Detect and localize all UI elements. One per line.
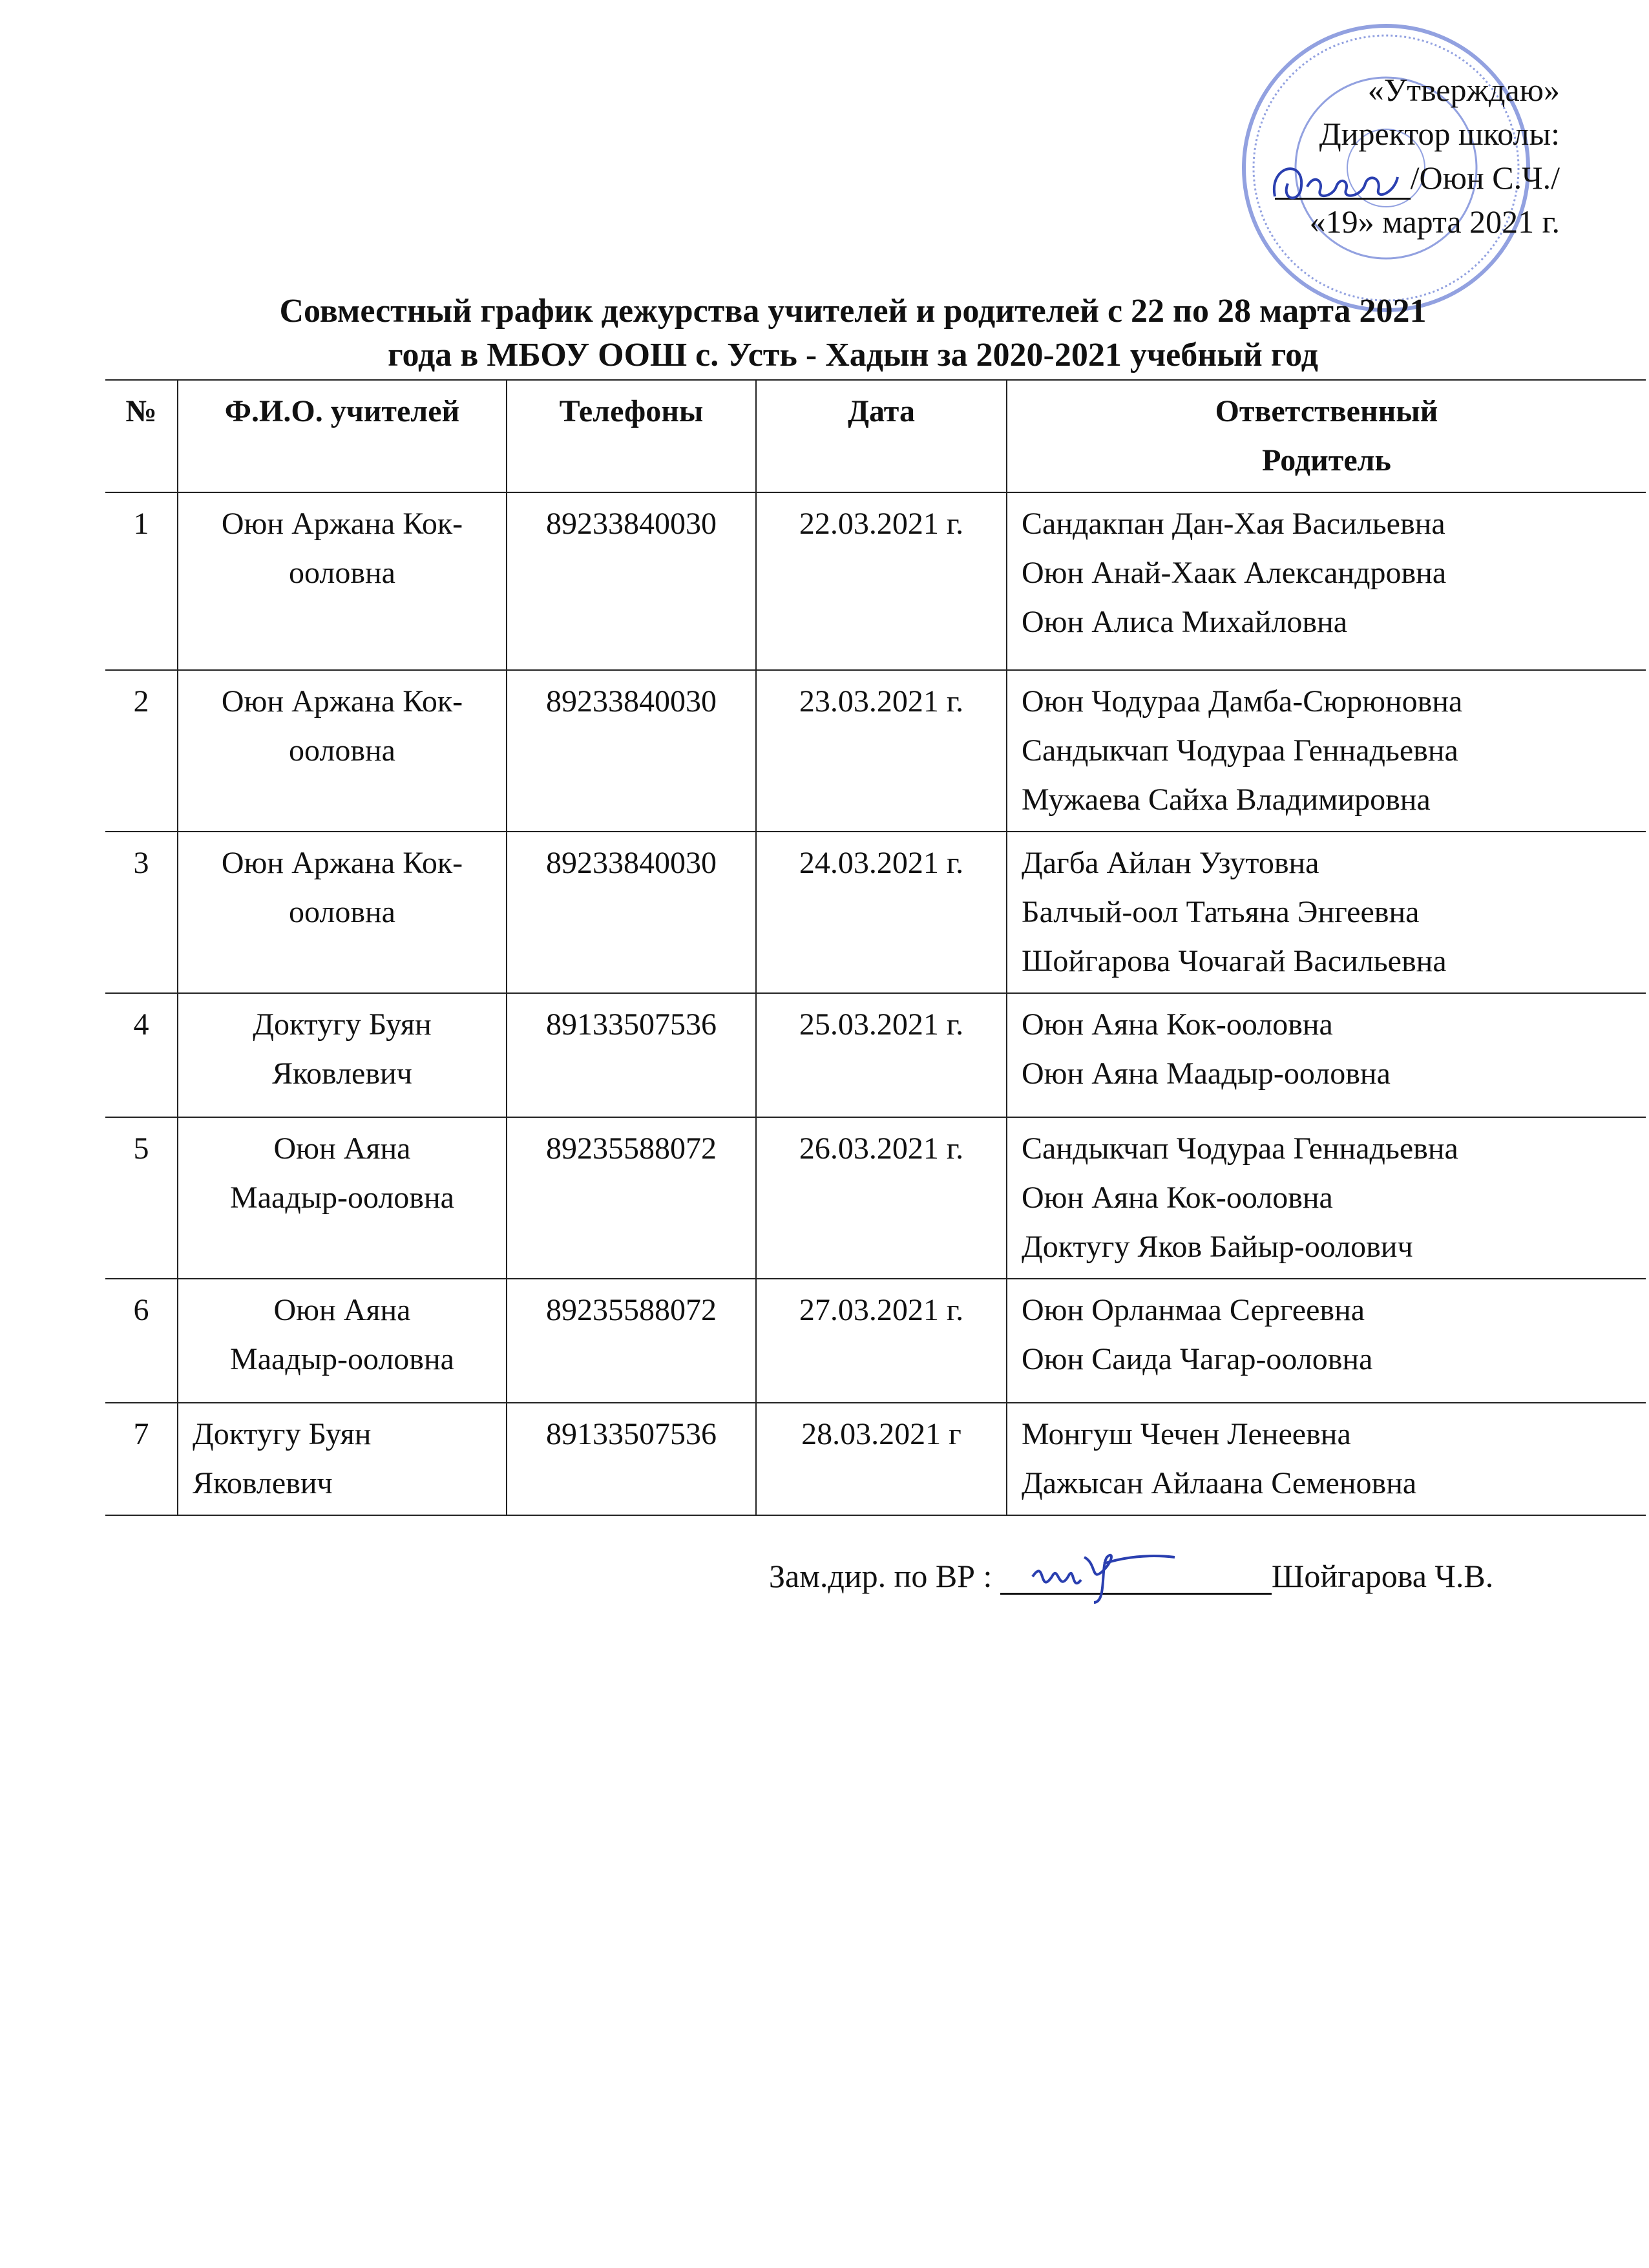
duty-date: 25.03.2021 г. [756,993,1007,1117]
parent-name: Сандыкчап Чодураа Геннадьевна [1022,1131,1458,1166]
responsible-parents [1007,993,1646,1117]
duty-date: 26.03.2021 г. [756,1117,1007,1279]
responsible-parents [1007,492,1646,670]
teacher-phone: 89233840030 [507,492,756,670]
teacher-name-line-2: ооловна [289,895,395,929]
responsible-parents [1007,1279,1646,1403]
table-row [105,670,1646,832]
teacher-name-line-1: Оюн Аяна [273,1131,411,1166]
teacher-name-line-1: Оюн Аржана Кок- [221,684,463,719]
parent-name: Оюн Аяна Маадыр-ооловна [1022,1056,1391,1091]
approval-date: «19» марта 2021 г. [1309,204,1560,240]
teacher-name [178,832,507,993]
teacher-name [178,1117,507,1279]
parent-name: Шойгарова Чочагай Васильевна [1022,944,1447,978]
teacher-name-line-1: Оюн Аржана Кок- [221,507,463,541]
teacher-name-line-1: Оюн Аржана Кок- [221,846,463,880]
approval-block [1275,68,1560,244]
row-number: 2 [105,670,178,832]
parent-name: Дагба Айлан Узутовна [1022,846,1319,880]
parent-name: Оюн Чодураа Дамба-Сюрюновна [1022,684,1463,719]
teacher-name-line-2: Маадыр-ооловна [230,1342,454,1376]
parent-name: Оюн Алиса Михайловна [1022,605,1348,639]
deputy-signature [1000,1560,1272,1595]
approval-title: «Утверждаю» [1367,72,1560,108]
teacher-phone: 89233840030 [507,832,756,993]
teacher-phone: 89235588072 [507,1279,756,1403]
responsible-parents [1007,1117,1646,1279]
row-number: 4 [105,993,178,1117]
table-row [105,1117,1646,1279]
table-row [105,993,1646,1117]
duty-date: 23.03.2021 г. [756,670,1007,832]
duty-schedule-table [105,379,1646,1516]
header-parent-label: Родитель [1262,443,1391,478]
duty-date: 24.03.2021 г. [756,832,1007,993]
parent-name: Доктугу Яков Байыр-оолович [1022,1230,1413,1264]
footer-label: Зам.дир. по ВР : [769,1558,993,1594]
parent-name: Монгуш Чечен Ленеевна [1022,1417,1351,1451]
duty-date: 27.03.2021 г. [756,1279,1007,1403]
table-row [105,1279,1646,1403]
header-date: Дата [756,380,1007,492]
row-number: 6 [105,1279,178,1403]
teacher-name-line-1: Оюн Аяна [273,1293,411,1327]
header-phone: Телефоны [507,380,756,492]
teacher-name-line-1: Доктугу Буян [193,1417,372,1451]
parent-name: Балчый-оол Татьяна Энгеевна [1022,895,1420,929]
responsible-parents [1007,670,1646,832]
row-number: 1 [105,492,178,670]
parent-name: Мужаева Сайха Владимировна [1022,782,1431,817]
duty-date: 28.03.2021 г [756,1403,1007,1515]
row-number: 3 [105,832,178,993]
teacher-name [178,993,507,1117]
title-line-1: Совместный график дежурства учителей и родителей с 22 по 28 марта 2021 [279,293,1427,330]
teacher-name-line-2: ооловна [289,556,395,590]
header-responsible-label: Ответственный [1215,394,1438,428]
parent-name: Оюн Орланмаа Сергеевна [1022,1293,1365,1327]
teacher-name [178,1403,507,1515]
table-row [105,1403,1646,1515]
responsible-parents [1007,1403,1646,1515]
teacher-phone: 89133507536 [507,1403,756,1515]
row-number: 5 [105,1117,178,1279]
parent-name: Оюн Саида Чагар-ооловна [1022,1342,1373,1376]
approval-position: Директор школы: [1319,116,1560,152]
parent-name: Оюн Аяна Кок-ооловна [1022,1007,1333,1042]
teacher-name-line-2: Маадыр-ооловна [230,1181,454,1215]
director-name: /Оюн С.Ч./ [1410,160,1560,196]
duty-date: 22.03.2021 г. [756,492,1007,670]
table-row [105,492,1646,670]
teacher-name [178,1279,507,1403]
document-title [129,289,1577,377]
teacher-name [178,670,507,832]
director-signature [1275,164,1411,200]
deputy-name: Шойгарова Ч.В. [1271,1558,1494,1594]
parent-name: Дажысан Айлаана Семеновна [1022,1466,1417,1500]
teacher-phone: 89133507536 [507,993,756,1117]
teacher-phone: 89233840030 [507,670,756,832]
teacher-name-line-1: Доктугу Буян [253,1007,432,1042]
approval-signature-line [1275,156,1560,200]
parent-name: Оюн Анай-Хаак Александровна [1022,556,1447,590]
teacher-name-line-2: ооловна [289,733,395,768]
teacher-name-line-2: Яковлевич [272,1056,412,1091]
table-row [105,832,1646,993]
responsible-parents [1007,832,1646,993]
header-parent [1007,380,1646,492]
parent-name: Сандыкчап Чодураа Геннадьевна [1022,733,1458,768]
header-teacher: Ф.И.О. учителей [178,380,507,492]
teacher-name [178,492,507,670]
header-number: № [105,380,178,492]
parent-name: Оюн Аяна Кок-ооловна [1022,1181,1333,1215]
footer-signature [769,1557,1493,1595]
row-number: 7 [105,1403,178,1515]
teacher-phone: 89235588072 [507,1117,756,1279]
table-header-row [105,380,1646,492]
parent-name: Сандакпан Дан-Хая Васильевна [1022,507,1445,541]
teacher-name-line-2: Яковлевич [193,1466,333,1500]
title-line-2: года в МБОУ ООШ с. Усть - Хадын за 2020-2021 учебный год [388,337,1318,373]
